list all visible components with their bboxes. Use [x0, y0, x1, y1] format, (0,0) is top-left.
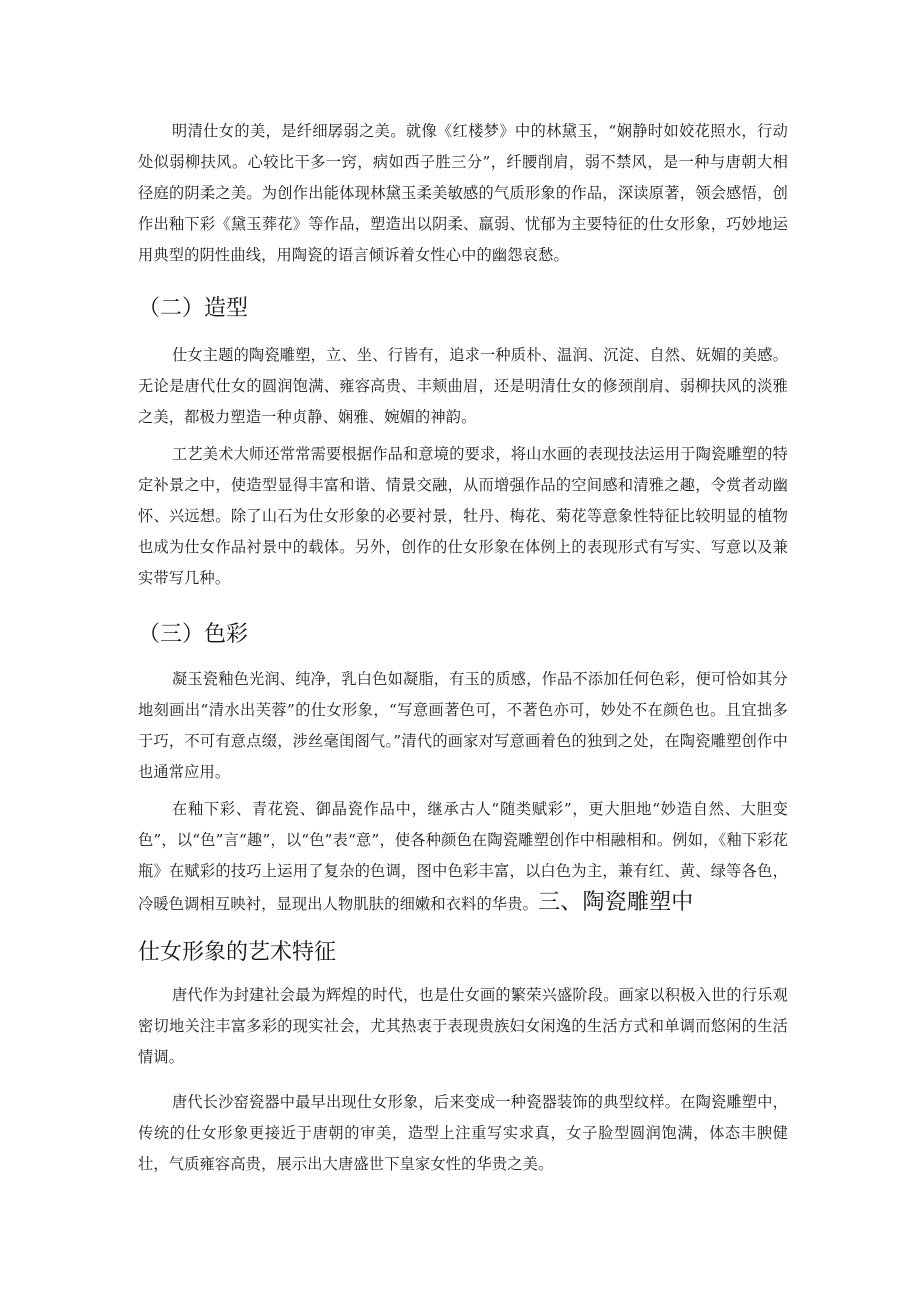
- chapter-heading-part-one: 三、陶瓷雕塑中: [538, 890, 694, 915]
- paragraph-sculpture-posture: 仕女主题的陶瓷雕塑，立、坐、行皆有，追求一种质朴、温润、沉淀、自然、妩媚的美感。无论是唐代仕女的圆润饱满、雍容高贵、丰颊曲眉，还是明清仕女的修颈削肩、弱柳扶风的淡雅之美，都极力塑造一种贞静、娴雅、婉媚的神韵。: [138, 346, 788, 426]
- section-heading-color: （三）色彩: [138, 622, 249, 647]
- paragraph-ming-qing-beauty: 明清仕女的美，是纤细孱弱之美。就像《红楼梦》中的林黛玉，“娴静时如姣花照水，行动处似弱柳扶风。心较比干多一窍，病如西子胜三分”，纤腰削肩，弱不禁风，是一种与唐朝大相径庭的阴柔之美。为创作出能体现林黛玉柔美敏感的气质形象的作品，深读原著，领会感悟，创作出釉下彩《黛玉葬花》等作品，塑造出以阴柔、羸弱、忧郁为主要特征的仕女形象，巧妙地运用典型的阴性曲线，用陶瓷的语言倾诉着女性心中的幽怨哀愁。: [138, 122, 788, 264]
- paragraph-tang-dynasty: 唐代作为封建社会最为辉煌的时代，也是仕女画的繁荣兴盛阶段。画家以积极入世的行乐观密切地关注丰富多彩的现实社会，尤其热衷于表现贵族妇女闲逸的生活方式和单调而悠闲的生活情调。: [138, 986, 788, 1066]
- paragraph-jade-porcelain: 凝玉瓷釉色光润、纯净，乳白色如凝脂，有玉的质感，作品不添加任何色彩，便可恰如其分地刻画出“清水出芙蓉”的仕女形象，“写意画著色可，不著色亦可，妙处不在颜色也。且宜拙多于巧，不可有意点缀，涉丝毫闺阁气。”清代的画家对写意画着色的独到之处，在陶瓷雕塑创作中也通常应用。: [138, 670, 788, 781]
- chapter-heading-part-two: 仕女形象的艺术特征: [138, 940, 337, 965]
- paragraph-underglaze-color: [138, 794, 788, 920]
- paragraph-landscape-technique: 工艺美术大师还常常需要根据作品和意境的要求，将山水画的表现技法运用于陶瓷雕塑的特定补景之中，使造型显得丰富和谐、情景交融，从而增强作品的空间感和清雅之趣，令赏者动幽怀、兴远想。除了山石为仕女形象的必要衬景，牡丹、梅花、菊花等意象性特征比较明显的植物也成为仕女作品衬景中的载体。另外，创作的仕女形象在体例上的表现形式有写实、写意以及兼实带写几种。: [138, 445, 788, 587]
- section-heading-shape: （二）造型: [138, 296, 249, 321]
- paragraph-underglaze-text: 在釉下彩、青花瓷、御晶瓷作品中，继承古人“随类赋彩”，更大胆地“妙造自然、大胆变色”，以“色”言“趣”，以“色”表“意”，使各种颜色在陶瓷雕塑创作中相融相和。例如，《釉下彩花瓶》在赋彩的技巧上运用了复杂的色调，图中色彩丰富，以白色为主，兼有红、黄、绿等各色，冷暖色调相互映衬，显现出人物肌肤的细嫩和衣料的华贵。: [138, 800, 788, 913]
- paragraph-changsha-kiln: 唐代长沙窑瓷器中最早出现仕女形象，后来变成一种瓷器装饰的典型纹样。在陶瓷雕塑中，传统的仕女形象更接近于唐朝的审美，造型上注重写实求真，女子脸型圆润饱满，体态丰腴健壮，气质雍容高贵，展示出大唐盛世下皇家女性的华贵之美。: [138, 1093, 788, 1173]
